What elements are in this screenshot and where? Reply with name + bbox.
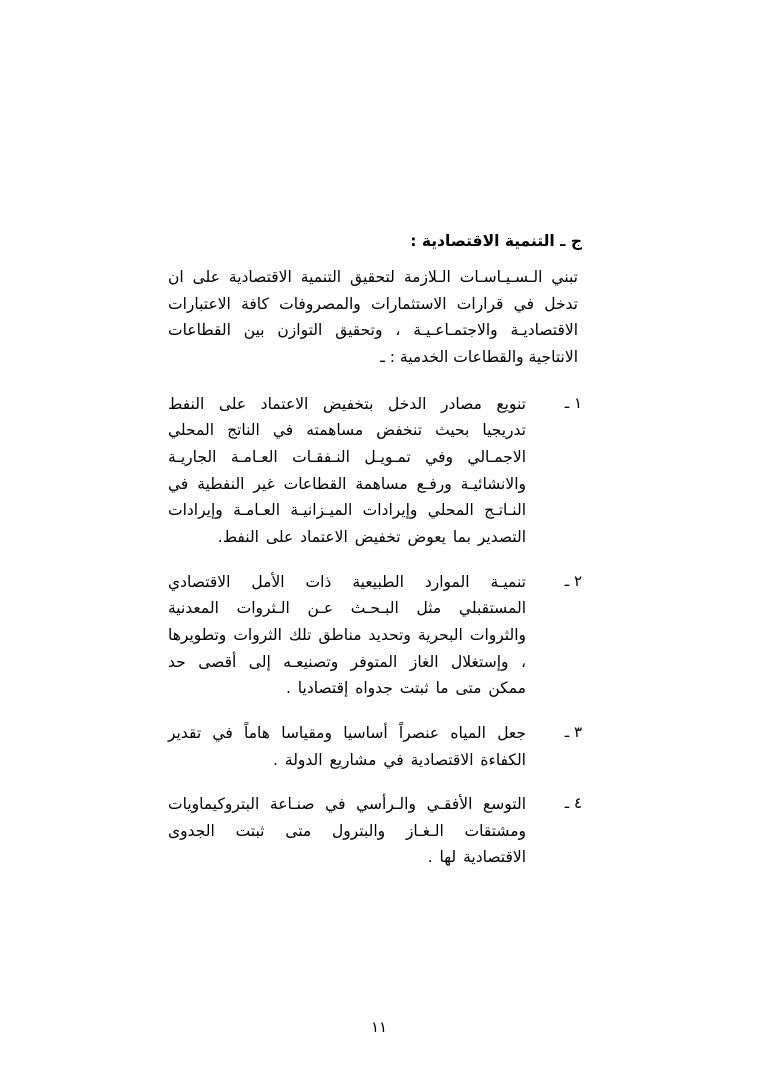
list-item-marker: ١ ـ bbox=[564, 393, 582, 412]
intro-paragraph: تبني الـسـيـاسـات الـلازمة لتحقيق التنمية الاقتصادية على ان تدخل في قرارات الاستثمارات والمصروفات كافة الاعتبارات الاقتصاديـة والاجتمـاعـيـة ، وتحقيق التوازن بين القطاعات الانتاجية والقطاعات الخدمية : ـ bbox=[168, 268, 578, 366]
list-item-text: تنميـة الموارد الطبيعية ذات الأمل الاقتصادي المستقبلي مثل البـحـث عـن الـثروات المعدنية والثروات البحرية وتحديد مناطق تلك الثروات وتطويرها ، وإستغلال الغاز المتوفر وتصنيعـه إلى أقصى حد ممكن متى ما ثبتت جدواه إقتصاديا . bbox=[168, 572, 526, 698]
page-number: ١١ bbox=[370, 1018, 388, 1036]
list-item-marker: ٤ ـ bbox=[564, 794, 582, 813]
page-content bbox=[168, 232, 582, 889]
list-item bbox=[168, 569, 582, 702]
list-item-text: جعل المياه عنصراً أساسيا ومقياسا هاماً في تقدير الكفاءة الاقتصادية في مشاريع الدولة . bbox=[168, 723, 526, 769]
list-item-text: التوسع الأفقـي والـرأسي في صنـاعة البتروكيماويات ومشتقات الـغـاز والبترول متى ثبتت الجدوى الاقتصادية لها . bbox=[168, 795, 526, 867]
list-item-text: تنويع مصادر الدخل بتخفيض الاعتماد على النفط تدريجيا بحيث تنخفض مساهمته في الناتج المحلي الاجمـالي وفي تمـويـل النـفقـات العـامـة الجاريـة والانشائيـة ورفـع مساهمة القطاعات غير النفطية في النـاتـج المحلي وإيرادات الميـزانيـة العـامـة وإيرادات التصدير بما يعوض تخفيض الاعتماد على النفط. bbox=[168, 394, 526, 546]
list-item bbox=[168, 791, 582, 871]
list-item-marker: ٢ ـ bbox=[564, 571, 582, 590]
list-item bbox=[168, 720, 582, 773]
section-heading: ج ـ التنمية الاقتصادية : bbox=[410, 232, 582, 250]
list-item-marker: ٣ ـ bbox=[564, 722, 582, 741]
numbered-list bbox=[168, 391, 582, 872]
list-item bbox=[168, 391, 582, 551]
